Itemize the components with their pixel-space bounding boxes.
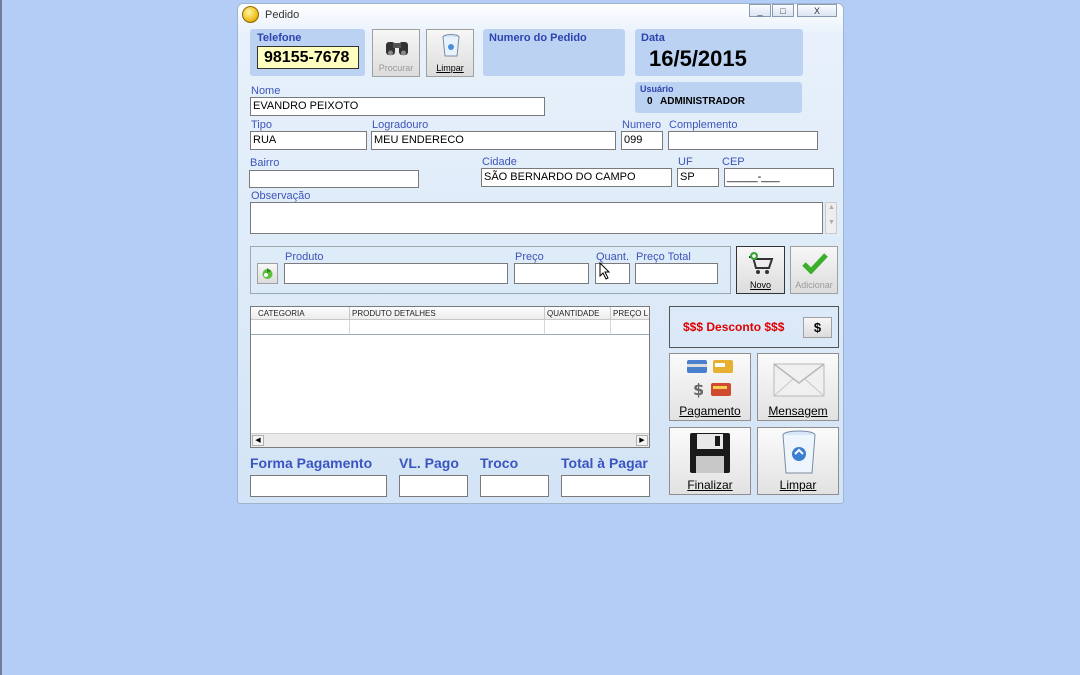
vl-pago-label: VL. Pago — [399, 455, 459, 471]
data-label: Data — [641, 32, 665, 44]
data-value: 16/5/2015 — [649, 46, 747, 71]
vl-pago-input[interactable] — [399, 475, 468, 497]
minimize-button[interactable]: _ — [749, 4, 771, 17]
preco-total-label: Preço Total — [636, 251, 691, 263]
grid-header-quantidade[interactable]: QUANTIDADE — [545, 307, 611, 320]
scroll-left-icon[interactable]: ◀ — [252, 435, 264, 446]
pagamento-button[interactable] — [669, 353, 751, 421]
grid-cell[interactable] — [350, 320, 545, 335]
produto-label: Produto — [285, 251, 324, 263]
envelope-icon — [773, 363, 825, 397]
preco-label: Preço — [515, 251, 544, 263]
observacao-input[interactable] — [250, 202, 823, 234]
pagamento-label: Pagamento — [679, 404, 741, 418]
left-screen-edge — [0, 0, 2, 675]
produto-search-button[interactable] — [257, 263, 278, 284]
refresh-leaf-icon — [260, 266, 275, 281]
limpar-label: Limpar — [779, 478, 817, 492]
limpar-search-button[interactable] — [426, 29, 474, 77]
binoculars-icon — [384, 37, 410, 57]
window-title: Pedido — [265, 9, 300, 21]
grid-header-produto[interactable]: PRODUTO DETALHES — [350, 307, 545, 320]
scroll-down-icon[interactable]: ▼ — [828, 219, 835, 226]
procurar-button[interactable] — [372, 29, 420, 77]
total-pagar-input[interactable] — [561, 475, 650, 497]
grid-header-preco[interactable]: PREÇO L — [611, 307, 650, 320]
numero-input[interactable]: 099 — [621, 131, 663, 150]
logradouro-label: Logradouro — [372, 119, 429, 131]
tipo-input[interactable]: RUA — [250, 131, 367, 150]
telefone-input[interactable]: 98155-7678 — [257, 46, 359, 69]
troco-label: Troco — [480, 455, 519, 471]
cidade-label: Cidade — [482, 156, 517, 168]
finalizar-button[interactable] — [669, 427, 751, 495]
total-pagar-label: Total à Pagar — [561, 455, 648, 471]
grid-cell[interactable] — [251, 320, 350, 335]
grid-horizontal-scrollbar[interactable] — [251, 433, 649, 447]
grid-cell[interactable] — [611, 320, 650, 335]
checkmark-icon — [802, 252, 828, 274]
cidade-input[interactable]: SÃO BERNARDO DO CAMPO — [481, 168, 672, 187]
close-button[interactable]: X — [797, 4, 837, 17]
app-icon — [242, 6, 259, 23]
complemento-label: Complemento — [669, 119, 738, 131]
svg-text:$: $ — [693, 380, 705, 399]
nome-label: Nome — [251, 85, 281, 97]
logradouro-input[interactable]: MEU ENDERECO — [371, 131, 616, 150]
usuario-name: ADMINISTRADOR — [660, 96, 745, 107]
troco-input[interactable] — [480, 475, 549, 497]
itens-grid[interactable] — [250, 306, 650, 448]
uf-label: UF — [678, 156, 693, 168]
desconto-button[interactable]: $ — [803, 317, 832, 338]
mensagem-label: Mensagem — [768, 404, 828, 418]
scroll-right-icon[interactable]: ▶ — [636, 435, 648, 446]
uf-input[interactable]: SP — [677, 168, 719, 187]
numero-label: Numero — [622, 119, 662, 131]
bairro-label: Bairro — [250, 157, 280, 169]
grid-cell[interactable] — [545, 320, 611, 335]
observacao-label: Observação — [251, 190, 311, 202]
mensagem-button[interactable] — [757, 353, 839, 421]
mouse-cursor-icon — [599, 262, 611, 280]
window-controls — [748, 4, 837, 17]
adicionar-button[interactable] — [790, 246, 838, 294]
limpar-search-label: Limpar — [436, 63, 464, 73]
complemento-input[interactable] — [668, 131, 818, 150]
usuario-label: Usuário — [640, 84, 674, 94]
bairro-input[interactable] — [249, 170, 419, 188]
preco-input[interactable] — [514, 263, 589, 284]
scroll-up-icon[interactable]: ▲ — [828, 204, 835, 211]
finalizar-label: Finalizar — [687, 478, 733, 492]
floppy-disk-icon — [689, 432, 731, 474]
numero-pedido-label: Numero do Pedido — [489, 32, 587, 44]
cep-input[interactable]: _____-___ — [724, 168, 834, 187]
grid-header-categoria[interactable]: CATEGORIA — [251, 307, 350, 320]
forma-pagamento-label: Forma Pagamento — [250, 455, 373, 471]
quant-label: Quant. — [596, 251, 630, 263]
cep-label: CEP — [722, 156, 745, 168]
preco-total-input[interactable] — [635, 263, 718, 284]
telefone-label: Telefone — [257, 32, 302, 44]
tipo-label: Tipo — [251, 119, 272, 131]
limpar-button[interactable] — [757, 427, 839, 495]
usuario-id: 0 — [647, 96, 653, 107]
adicionar-label: Adicionar — [795, 280, 833, 290]
observacao-scrollbar[interactable] — [825, 202, 837, 234]
recycle-bin-icon — [781, 430, 817, 476]
payment-cards-icon — [685, 357, 737, 399]
nome-input[interactable]: EVANDRO PEIXOTO — [250, 97, 545, 116]
maximize-button[interactable]: □ — [772, 4, 794, 17]
novo-button[interactable] — [736, 246, 785, 294]
procurar-label: Procurar — [378, 63, 414, 73]
trash-icon — [441, 34, 461, 58]
cart-add-icon — [747, 251, 775, 275]
desconto-label: $$$ Desconto $$$ — [683, 320, 785, 334]
novo-label: Novo — [749, 280, 771, 290]
produto-input[interactable] — [284, 263, 508, 284]
forma-pagamento-input[interactable] — [250, 475, 387, 497]
